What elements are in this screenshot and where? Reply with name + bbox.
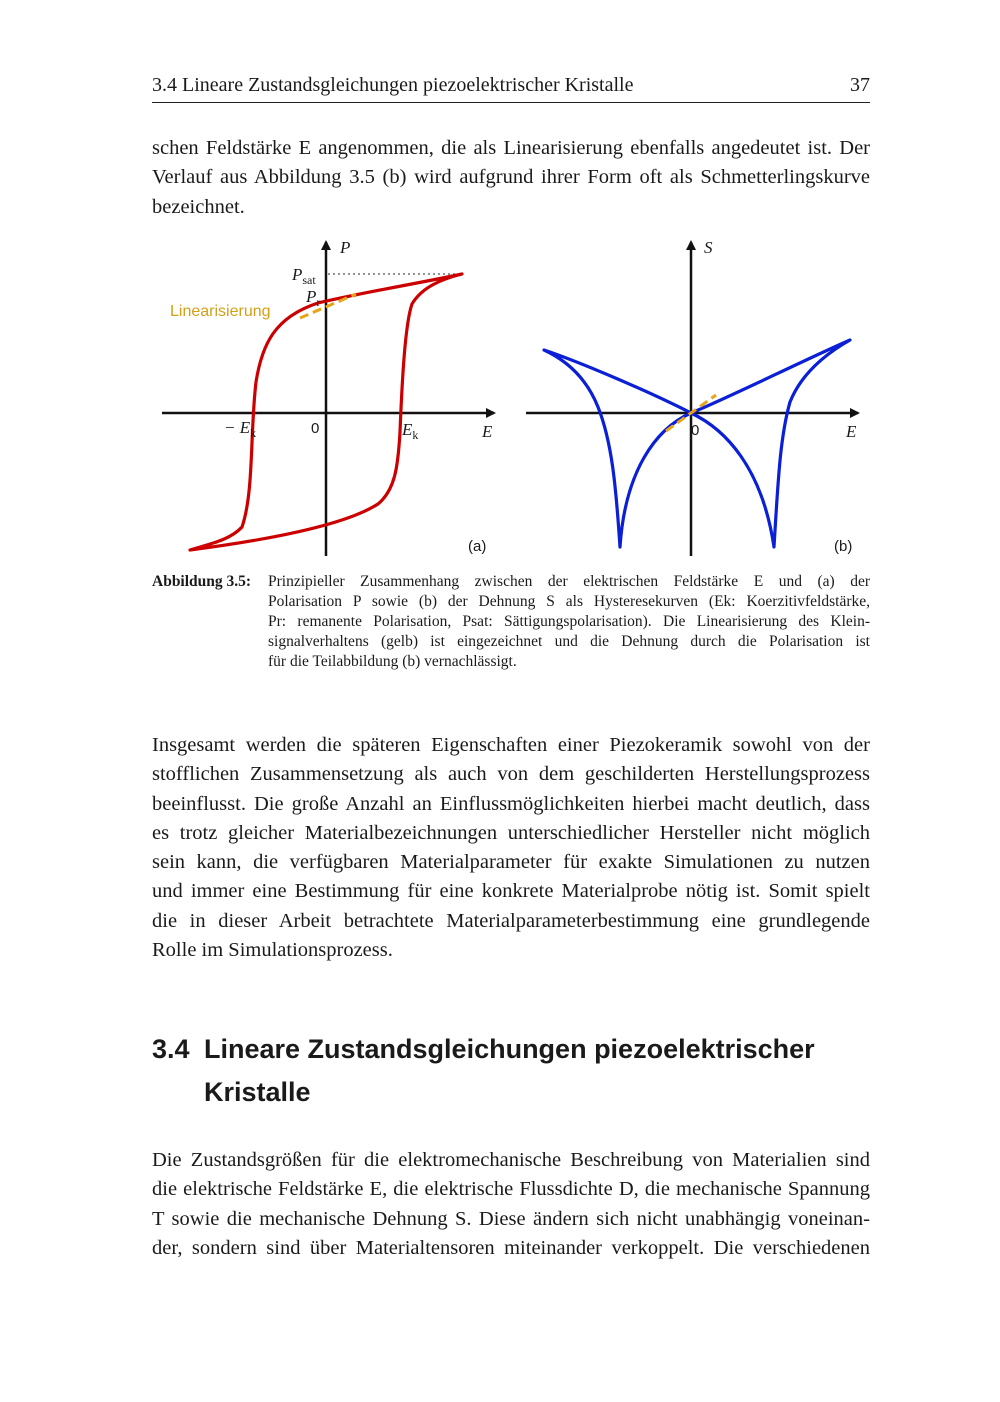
linearization-label: Linearisierung: [170, 303, 271, 320]
final-line: Die Zustandsgrößen für die elektromechanische Beschreibung von Materialien sind: [152, 1149, 870, 1171]
caption-label: Abbildung 3.5:: [152, 573, 252, 590]
figure-3-5: [150, 232, 870, 568]
running-title: 3.4 Lineare Zustandsgleichungen piezoelektrischer Kristalle: [152, 74, 634, 96]
panel-a-origin-label: 0: [311, 420, 320, 437]
ek-symbol: E: [402, 420, 413, 439]
caption-line: für die Teilabbildung (b) vernachlässigt.: [268, 653, 517, 670]
p-r-label: [305, 287, 320, 309]
panel-a-tag: (a): [468, 538, 487, 555]
body-line: sein kann, die verfügbaren Materialparameter für exakte Simulationen zu nutzen: [152, 851, 870, 874]
p-r-subscript: r: [316, 295, 321, 309]
panel-a: [162, 238, 494, 556]
body-line: stofflichen Zusammensetzung als auch von dem geschilderten Herstellungsprozess: [152, 763, 870, 786]
panel-b-e-axis-label: E: [846, 422, 857, 441]
p-sat-label: [291, 265, 316, 287]
intro-line: bezeichnet.: [152, 195, 245, 218]
body-line: Rolle im Simulationsprozess.: [152, 939, 393, 962]
ek-subscript: k: [412, 428, 419, 442]
butterfly-curve: [544, 340, 850, 547]
panel-b-tag: (b): [834, 538, 853, 555]
panel-b: [526, 238, 858, 556]
body-line: und immer eine Bestimmung für eine konkrete Materialprobe nötig ist. Somit spielt: [152, 880, 870, 903]
ek-label: [401, 420, 418, 442]
body-line: die in dieser Arbeit betrachtete Materialparameterbestimmung eine grundlegende: [152, 909, 870, 932]
section-title: Lineare Zustandsgleichungen piezoelektrischer Kristalle: [204, 1034, 815, 1107]
neg-ek-symbol: − E: [224, 418, 251, 437]
final-line: der, sondern sind über Materialtensoren miteinander verkoppelt. Die verschiedenen: [152, 1236, 870, 1259]
p-sat-symbol: P: [292, 265, 303, 284]
body-line: es trotz gleicher Materialbezeichnungen unterschiedlicher Hersteller nicht möglich: [152, 821, 870, 844]
intro-line: schen Feldstärke E angenommen, die als Linearisierung ebenfalls angedeutet ist. Der: [152, 137, 870, 159]
caption-line: Prinzipieller Zusammenhang zwischen der elektrischen Feldstärke E und (a) der: [268, 573, 870, 590]
caption-line: Pr: remanente Polarisation, Psat: Sättigungspolarisation). Die Linearisierung des Klein-: [268, 613, 870, 630]
final-line: die elektrische Feldstärke E, die elektrische Flussdichte D, die mechanische Spannung: [152, 1178, 870, 1201]
intro-line: Verlauf aus Abbildung 3.5 (b) wird aufgrund ihrer Form oft als Schmetterlingskurve: [152, 166, 870, 189]
section-number: 3.4: [152, 1034, 190, 1064]
s-axis-label: S: [704, 238, 713, 257]
figure-svg: [150, 232, 870, 568]
body-paragraph: [152, 731, 870, 965]
p-axis-label: P: [340, 238, 351, 257]
final-paragraph: [152, 1146, 870, 1263]
neg-ek-label: [224, 418, 256, 440]
page-number: 37: [850, 74, 870, 96]
neg-ek-subscript: k: [250, 426, 257, 440]
final-line: T sowie die mechanische Dehnung S. Diese ändern sich nicht unabhängig voneinan-: [152, 1207, 870, 1230]
intro-paragraph: [152, 134, 870, 222]
body-line: Insgesamt werden die späteren Eigenschaften einer Piezokeramik sowohl von der: [152, 734, 870, 756]
p-sat-subscript: sat: [302, 273, 316, 287]
caption-line: Polarisation P sowie (b) der Dehnung S als Hysteresekurven (Ek: Koerzitivfeldstärke,: [268, 593, 870, 610]
panel-b-origin-label: 0: [691, 422, 700, 439]
running-head: [152, 72, 870, 103]
caption-body: [268, 572, 870, 672]
panel-a-e-axis-label: E: [482, 422, 493, 441]
body-line: beeinflusst. Die große Anzahl an Einflussmöglichkeiten hierbei macht deutlich, dass: [152, 792, 870, 815]
p-r-symbol: P: [306, 287, 317, 306]
caption-line: signalverhaltens (gelb) ist eingezeichnet und die Dehnung durch die Polarisation ist: [268, 633, 870, 650]
